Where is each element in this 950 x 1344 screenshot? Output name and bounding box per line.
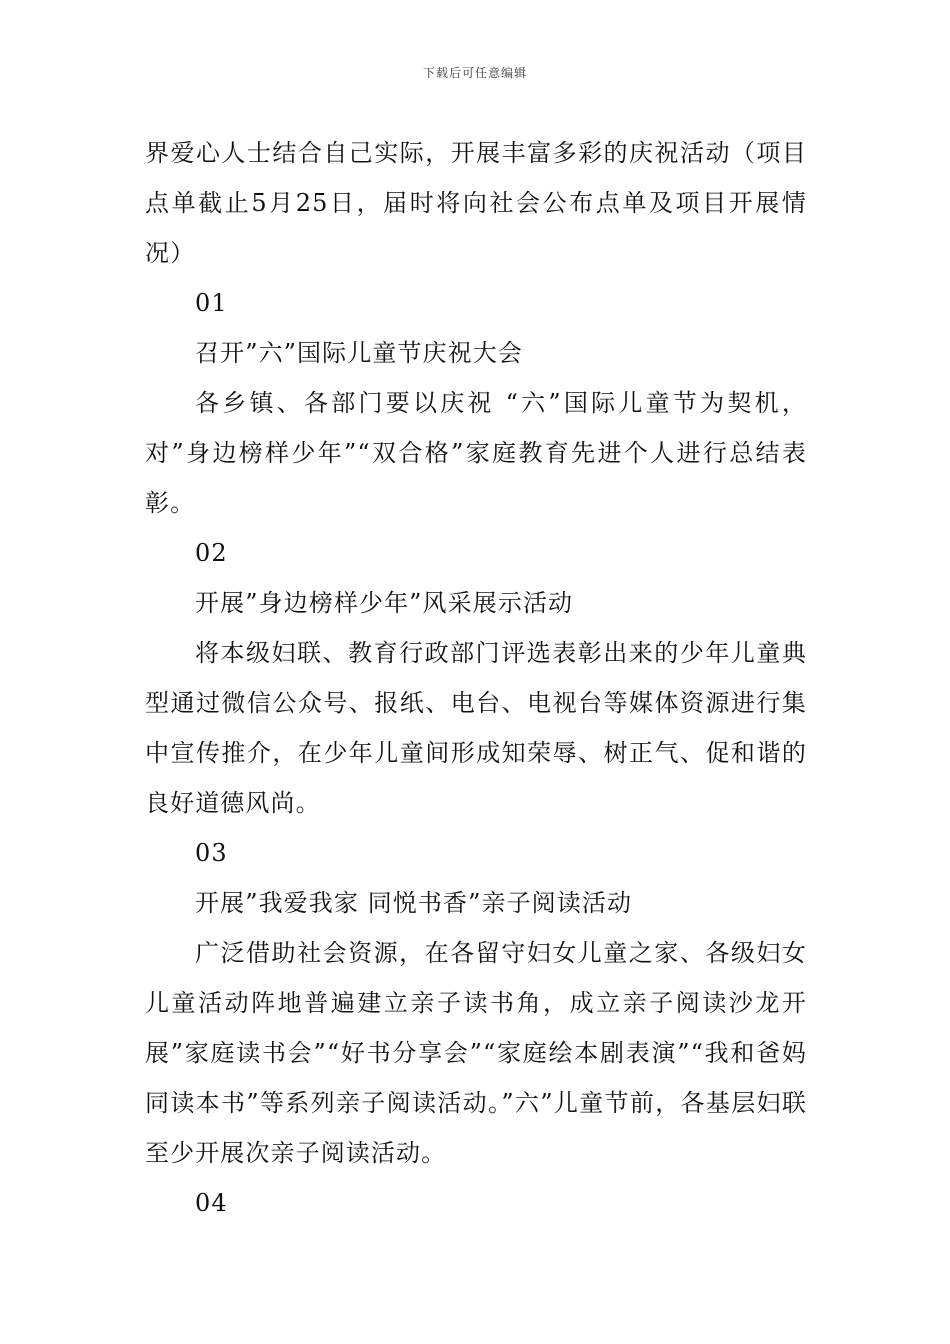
section-heading-02: 开展”身边榜样少年”风采展示活动 — [195, 589, 574, 617]
section-number-01: 01 — [195, 289, 228, 317]
section-number-02: 02 — [195, 539, 228, 567]
section-body-03: 广泛借助社会资源，在各留守妇女儿童之家、各级妇女儿童活动阵地普遍建立亲子读书角，成立亲子阅读沙龙开展”家庭读书会”“好书分享会”“家庭绘本剧表演”“我和爸妈同读本书”等系列亲子阅读活动。”六”儿童节前，各基层妇联至少开展次亲子阅读活动。 — [145, 939, 807, 1167]
section-body-02: 将本级妇联、教育行政部门评选表彰出来的少年儿童典型通过微信公众号、报纸、电台、电视台等媒体资源进行集中宣传推介，在少年儿童间形成知荣辱、树正气、促和谐的良好道德风尚。 — [145, 639, 807, 817]
page-header: 下载后可任意编辑 — [422, 66, 527, 80]
section-number-03: 03 — [195, 839, 228, 867]
document-body — [145, 128, 807, 1228]
section-heading-01: 召开”六”国际儿童节庆祝大会 — [195, 339, 523, 367]
paragraph-intro-continued: 界爱心人士结合自己实际，开展丰富多彩的庆祝活动（项目点单截止5月25日，届时将向社会公布点单及项目开展情况） — [145, 139, 807, 267]
section-body-01: 各乡镇、各部门要以庆祝 “六”国际儿童节为契机，对”身边榜样少年”“双合格”家庭教育先进个人进行总结表彰。 — [145, 389, 807, 517]
section-heading-03: 开展”我爱我家 同悦书香”亲子阅读活动 — [195, 889, 633, 917]
section-number-04: 04 — [195, 1189, 228, 1217]
